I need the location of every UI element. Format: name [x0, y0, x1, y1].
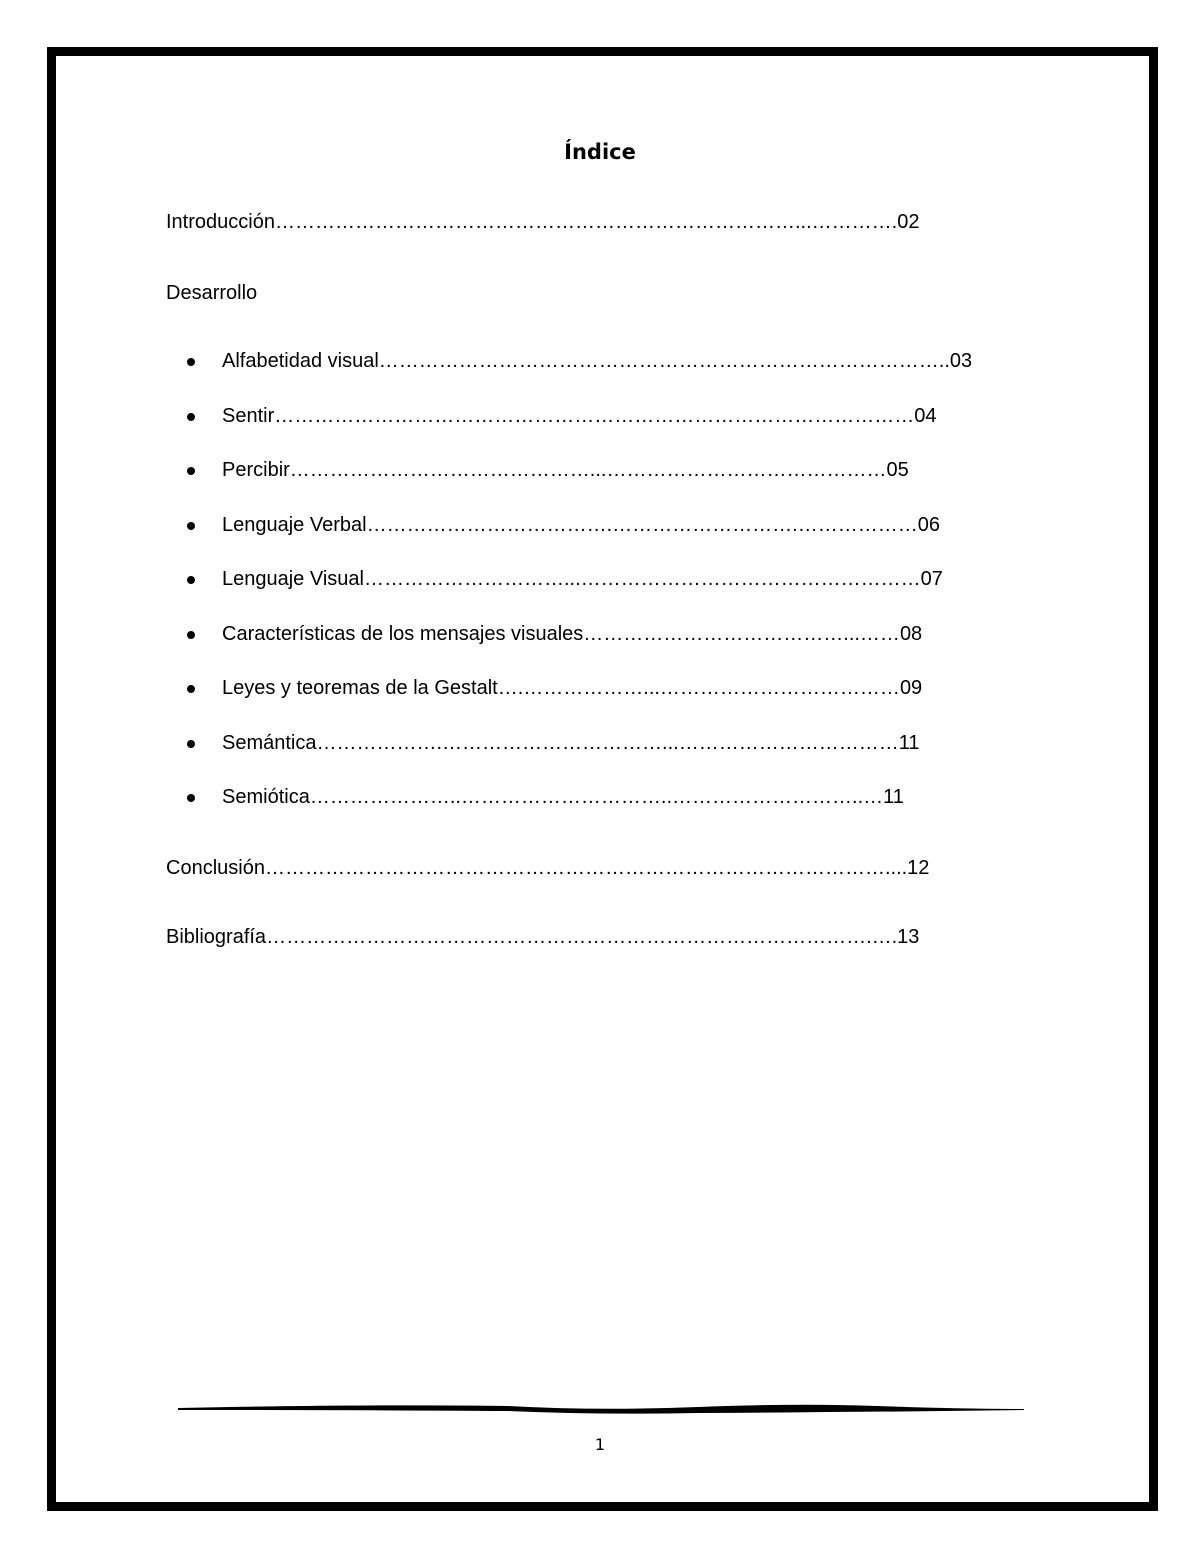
- toc-leader-dots: ……………….……………………………...……………………………: [316, 732, 899, 754]
- toc-entry-label: Semántica: [222, 732, 317, 754]
- page-number: 1: [594, 1435, 606, 1454]
- toc-subitem[interactable]: [222, 675, 1022, 701]
- toc-subitem[interactable]: [222, 784, 1022, 810]
- toc-leader-dots: …………………..…………………………..………………………..…: [309, 786, 884, 808]
- toc-entry-label: Lenguaje Verbal: [222, 514, 367, 536]
- toc-leader-dots: …………………………………………………………………………………...: [264, 857, 902, 879]
- bullet-icon: [187, 794, 195, 802]
- toc-page-number: 09: [899, 677, 923, 699]
- toc-leader-dots: ……………………………….……………………….………………: [366, 514, 918, 536]
- toc-subitem[interactable]: [222, 512, 1022, 538]
- toc-leader-dots: ……………………………………………………………………………………: [274, 405, 915, 427]
- toc-leader-dots: …………………………………………………………………………..: [378, 350, 950, 372]
- toc-page-number: .12: [901, 857, 930, 879]
- toc-entry-label: Características de los mensajes visuales: [222, 623, 584, 645]
- toc-leader-dots: ……………………………………………………………………………….…: [266, 926, 892, 948]
- bullet-icon: [187, 740, 195, 748]
- toc-entry-label: Lenguaje Visual: [222, 568, 364, 590]
- toc-page-number: 06: [917, 514, 940, 536]
- toc-page-number: 11: [883, 786, 904, 808]
- toc-leader-dots: ……………………………………………………………………...…………: [274, 211, 892, 233]
- toc-page-number: 03: [949, 350, 973, 372]
- bullet-icon: [187, 631, 195, 639]
- toc-entry-label: Bibliografía: [166, 926, 267, 948]
- bullet-icon: [187, 576, 195, 584]
- toc-page-number: 04: [914, 405, 937, 427]
- toc-entry-label: Conclusión: [166, 857, 265, 879]
- toc-page-number: .13: [891, 926, 920, 948]
- bullet-icon: [187, 467, 195, 475]
- toc-page-number: 08: [899, 623, 923, 645]
- toc-entry-introduccion[interactable]: [166, 209, 1036, 235]
- toc-leader-dots: ….………………...………………………………: [497, 677, 900, 699]
- toc-entry-label: Semiótica: [222, 786, 310, 808]
- toc-entry-bibliografia[interactable]: [166, 924, 1036, 950]
- toc-subitem[interactable]: [222, 621, 1022, 647]
- toc-entry-label: Sentir: [222, 405, 275, 427]
- bullet-icon: [187, 522, 195, 530]
- bullet-icon: [187, 685, 195, 693]
- page-title: Índice: [564, 140, 636, 164]
- toc-leader-dots: …………………………………...……: [583, 623, 900, 645]
- toc-page-number: 07: [920, 568, 943, 590]
- toc-entry-label: Percibir: [222, 459, 290, 481]
- toc-entry-conclusion[interactable]: [166, 855, 1036, 881]
- toc-subitem[interactable]: [222, 730, 1022, 756]
- bullet-icon: [187, 358, 195, 366]
- toc-subitem[interactable]: [222, 403, 1022, 429]
- toc-page-number: .02: [891, 211, 920, 233]
- page-border: [47, 47, 1158, 1511]
- toc-page-number: 05: [886, 459, 909, 481]
- toc-entry-label: Alfabetidad visual: [222, 350, 379, 372]
- bullet-icon: [187, 413, 195, 421]
- toc-entry-label: Leyes y teoremas de la Gestalt: [222, 677, 498, 699]
- toc-page-number: 11: [898, 732, 920, 754]
- toc-entry-label: Introducción: [166, 211, 275, 233]
- toc-section-desarrollo: Desarrollo: [166, 282, 258, 304]
- toc-subitem[interactable]: [222, 457, 1022, 483]
- toc-subitem[interactable]: [222, 566, 1022, 592]
- toc-leader-dots: ………………………………………...……………………………………: [289, 459, 887, 481]
- toc-subitem[interactable]: [222, 348, 1022, 374]
- toc-leader-dots: …………………………...……………………………………………: [363, 568, 921, 590]
- footer-divider: [178, 1400, 1024, 1416]
